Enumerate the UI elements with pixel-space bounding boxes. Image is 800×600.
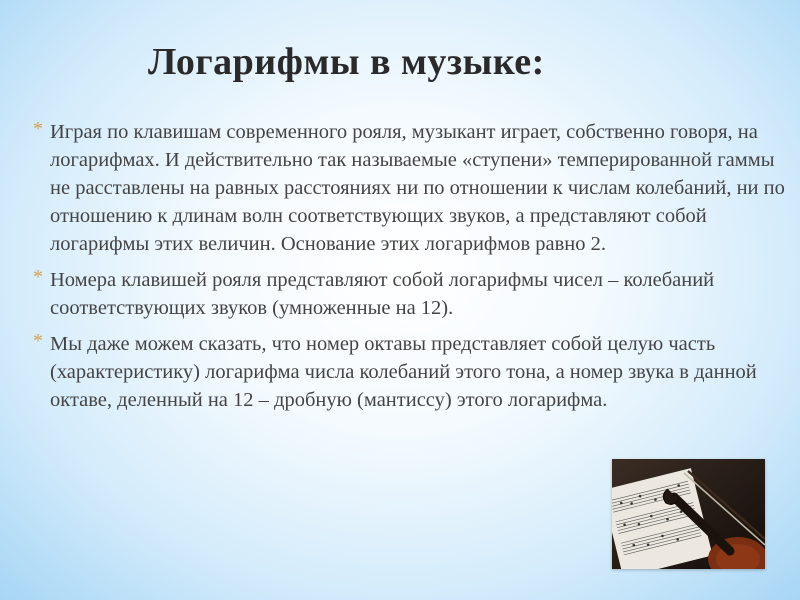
slide-title: Логарифмы в музыке:	[148, 41, 545, 83]
bullet-item	[30, 330, 790, 414]
violin-icon	[612, 459, 765, 569]
bullet-marker-icon: *	[33, 266, 43, 288]
bullet-item	[30, 118, 790, 258]
bullet-marker-icon: *	[33, 118, 43, 140]
violin-sheet-music-image	[612, 459, 765, 569]
bullet-text: Мы даже можем сказать, что номер октавы представляет собой целую часть (характеристику) логарифма числа колебаний этого тона, а номер звука в данной октаве, деленный на 12 – дробную (мантиссу) этого логарифма.	[50, 333, 757, 411]
bullet-item	[30, 266, 790, 322]
bullet-marker-icon: *	[33, 330, 43, 352]
bullet-text: Играя по клавишам современного рояля, музыкант играет, собственно говоря, на логарифмах. И действительно так называемые «ступени» темперированной гаммы не расставлены на равных расстояниях ни по отношении к числам колебаний, ни по отношению к длинам волн соответствующих звуков, а представляют собой логарифмы этих величин. Основание этих логарифмов равно 2.	[50, 121, 785, 255]
bullet-list	[30, 118, 790, 422]
bullet-text: Номера клавишей рояля представляют собой логарифмы чисел – колебаний соответствующих звуков (умноженные на 12).	[50, 269, 715, 319]
